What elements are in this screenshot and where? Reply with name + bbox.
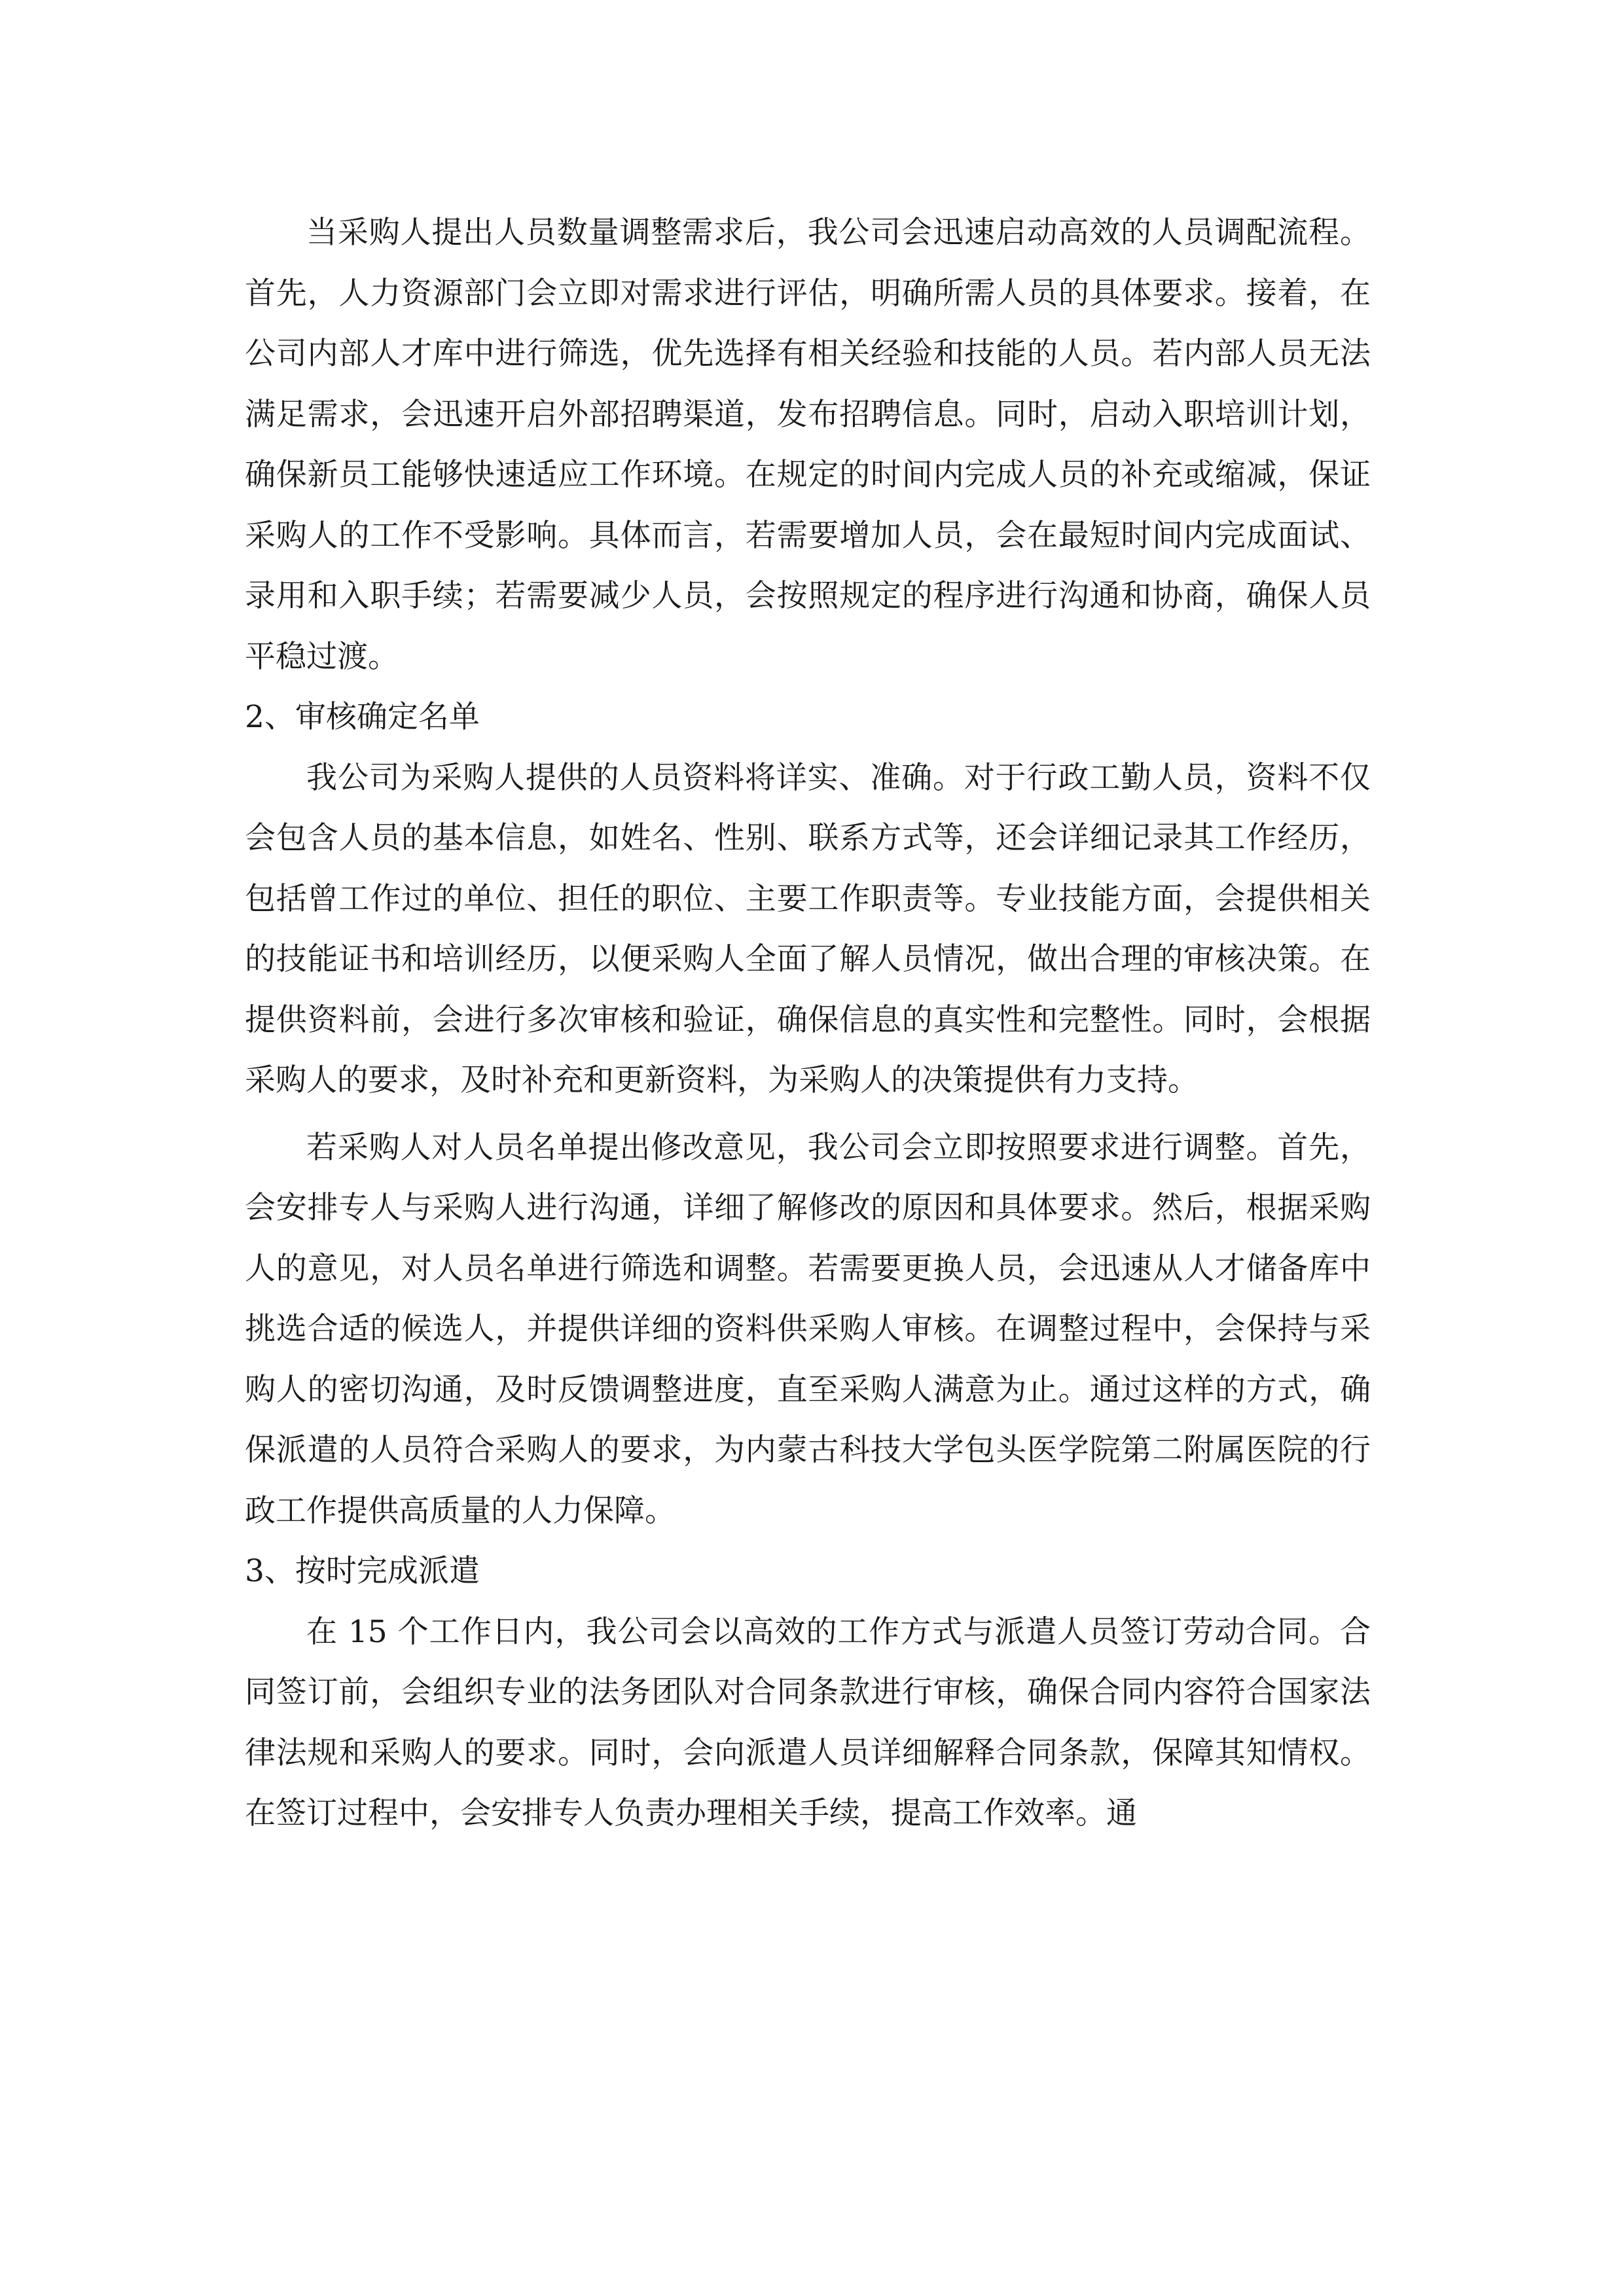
paragraph-list-modification: 若采购人对人员名单提出修改意见，我公司会立即按照要求进行调整。首先，会安排专人与采购人进行沟通，详细了解修改的原因和具体要求。然后，根据采购人的意见，对人员名单进行筛选和调整。若需要更换人员，会迅速从人才储备库中挑选合适的候选人，并提供详细的资料供采购人审核。在调整过程中，会保持与采购人的密切沟通，及时反馈调整进度，直至采购人满意为止。通过这样的方式，确保派遣的人员符合采购人的要求，为内蒙古科技大学包头医学院第二附属医院的行政工作提供高质量的人力保障。 [245, 1129, 1371, 1529]
document-body [245, 203, 1371, 1844]
section-heading-review-list: 2、审核确定名单 [245, 699, 480, 735]
paragraph-labor-contract: 在 15 个工作日内，我公司会以高效的工作方式与派遣人员签订劳动合同。合同签订前，会组织专业的法务团队对合同条款进行审核，确保合同内容符合国家法律法规和采购人的要求。同时，会向派遣人员详细解释合同条款，保障其知情权。在签订过程中，会安排专人负责办理相关手续，提高工作效率。通 [245, 1613, 1371, 1831]
section-heading-on-time-dispatch: 3、按时完成派遣 [245, 1553, 480, 1589]
paragraph-staff-adjustment: 当采购人提出人员数量调整需求后，我公司会迅速启动高效的人员调配流程。首先，人力资源部门会立即对需求进行评估，明确所需人员的具体要求。接着，在公司内部人才库中进行筛选，优先选择有相关经验和技能的人员。若内部人员无法满足需求，会迅速开启外部招聘渠道，发布招聘信息。同时，启动入职培训计划，确保新员工能够快速适应工作环境。在规定的时间内完成人员的补充或缩减，保证采购人的工作不受影响。具体而言，若需要增加人员，会在最短时间内完成面试、录用和入职手续；若需要减少人员，会按照规定的程序进行沟通和协商，确保人员平稳过渡。 [245, 215, 1371, 675]
paragraph-staff-information: 我公司为采购人提供的人员资料将详实、准确。对于行政工勤人员，资料不仅会包含人员的基本信息，如姓名、性别、联系方式等，还会详细记录其工作经历，包括曾工作过的单位、担任的职位、主要工作职责等。专业技能方面，会提供相关的技能证书和培训经历，以便采购人全面了解人员情况，做出合理的审核决策。在提供资料前，会进行多次审核和验证，确保信息的真实性和完整性。同时，会根据采购人的要求，及时补充和更新资料，为采购人的决策提供有力支持。 [245, 759, 1371, 1098]
